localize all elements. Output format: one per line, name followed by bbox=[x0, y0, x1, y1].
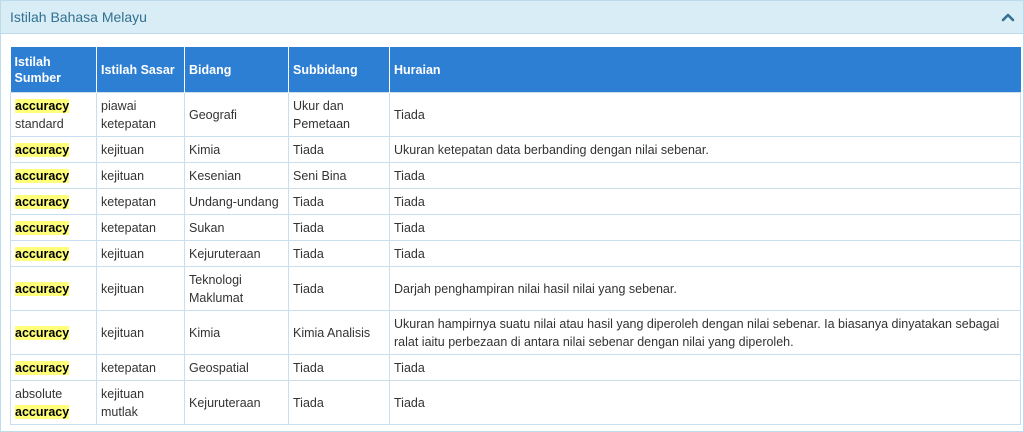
cell-source-term bbox=[11, 189, 97, 215]
table-row bbox=[11, 163, 1021, 189]
terms-table bbox=[10, 47, 1021, 425]
cell-description: Ukuran ketepatan data berbanding dengan nilai sebenar. bbox=[390, 137, 1021, 163]
column-header: Istilah Sasar bbox=[97, 47, 185, 93]
cell-source-term bbox=[11, 215, 97, 241]
cell-description: Ukuran hampirnya suatu nilai atau hasil yang diperoleh dengan nilai sebenar. Ia biasanya dinyatakan sebagai ralat iaitu perbezaan di antara nilai sebenar dengan nilai yang diperoleh. bbox=[390, 311, 1021, 355]
cell-target-term: ketepatan bbox=[97, 355, 185, 381]
cell-description: Tiada bbox=[390, 241, 1021, 267]
cell-subfield: Tiada bbox=[289, 355, 390, 381]
highlighted-term: accuracy bbox=[15, 325, 70, 340]
cell-subfield: Tiada bbox=[289, 381, 390, 425]
cell-source-term bbox=[11, 381, 97, 425]
table-row bbox=[11, 241, 1021, 267]
cell-description: Tiada bbox=[390, 93, 1021, 137]
table-row bbox=[11, 311, 1021, 355]
cell-subfield: Kimia Analisis bbox=[289, 311, 390, 355]
cell-source-term bbox=[11, 355, 97, 381]
column-header: Subbidang bbox=[289, 47, 390, 93]
cell-target-term: kejituan bbox=[97, 163, 185, 189]
cell-subfield: Seni Bina bbox=[289, 163, 390, 189]
chevron-up-icon[interactable] bbox=[1001, 10, 1015, 24]
cell-subfield: Ukur dan Pemetaan bbox=[289, 93, 390, 137]
cell-field: Kimia bbox=[185, 311, 289, 355]
highlighted-term: accuracy bbox=[15, 246, 70, 261]
cell-source-term bbox=[11, 93, 97, 137]
cell-subfield: Tiada bbox=[289, 267, 390, 311]
highlighted-term: accuracy bbox=[15, 98, 70, 113]
cell-target-term: ketepatan bbox=[97, 215, 185, 241]
cell-source-term bbox=[11, 241, 97, 267]
table-row bbox=[11, 137, 1021, 163]
table-row bbox=[11, 215, 1021, 241]
cell-subfield: Tiada bbox=[289, 137, 390, 163]
highlighted-term: accuracy bbox=[15, 404, 70, 419]
cell-subfield: Tiada bbox=[289, 189, 390, 215]
panel-header[interactable] bbox=[1, 1, 1023, 34]
cell-source-term bbox=[11, 163, 97, 189]
cell-field: Kejuruteraan bbox=[185, 381, 289, 425]
cell-description: Tiada bbox=[390, 189, 1021, 215]
cell-subfield: Tiada bbox=[289, 215, 390, 241]
cell-description: Tiada bbox=[390, 215, 1021, 241]
table-header-row bbox=[11, 47, 1021, 93]
cell-field: Geospatial bbox=[185, 355, 289, 381]
cell-target-term: kejituan bbox=[97, 267, 185, 311]
cell-target-term: ketepatan bbox=[97, 189, 185, 215]
table-body bbox=[11, 93, 1021, 425]
cell-field: Kejuruteraan bbox=[185, 241, 289, 267]
highlighted-term: accuracy bbox=[15, 360, 70, 375]
cell-target-term: kejituan mutlak bbox=[97, 381, 185, 425]
cell-target-term: kejituan bbox=[97, 311, 185, 355]
cell-description: Tiada bbox=[390, 381, 1021, 425]
cell-field: Kimia bbox=[185, 137, 289, 163]
cell-description: Tiada bbox=[390, 163, 1021, 189]
cell-target-term: piawai ketepatan bbox=[97, 93, 185, 137]
column-header: Huraian bbox=[390, 47, 1021, 93]
source-term-suffix: standard bbox=[15, 116, 64, 131]
table-row bbox=[11, 381, 1021, 425]
cell-description: Tiada bbox=[390, 355, 1021, 381]
table-row bbox=[11, 267, 1021, 311]
highlighted-term: accuracy bbox=[15, 168, 70, 183]
cell-field: Teknologi Maklumat bbox=[185, 267, 289, 311]
highlighted-term: accuracy bbox=[15, 142, 70, 157]
source-term-prefix: absolute bbox=[15, 386, 63, 401]
panel-title: Istilah Bahasa Melayu bbox=[10, 9, 147, 25]
cell-field: Sukan bbox=[185, 215, 289, 241]
cell-source-term bbox=[11, 311, 97, 355]
cell-description: Darjah penghampiran nilai hasil nilai yang sebenar. bbox=[390, 267, 1021, 311]
highlighted-term: accuracy bbox=[15, 194, 70, 209]
cell-subfield: Tiada bbox=[289, 241, 390, 267]
cell-source-term bbox=[11, 137, 97, 163]
cell-target-term: kejituan bbox=[97, 241, 185, 267]
column-header: Bidang bbox=[185, 47, 289, 93]
column-header: Istilah Sumber bbox=[11, 47, 97, 93]
cell-field: Undang-undang bbox=[185, 189, 289, 215]
cell-field: Kesenian bbox=[185, 163, 289, 189]
highlighted-term: accuracy bbox=[15, 220, 70, 235]
highlighted-term: accuracy bbox=[15, 281, 70, 296]
cell-source-term bbox=[11, 267, 97, 311]
cell-field: Geografi bbox=[185, 93, 289, 137]
table-row bbox=[11, 93, 1021, 137]
cell-target-term: kejituan bbox=[97, 137, 185, 163]
table-row bbox=[11, 355, 1021, 381]
table-row bbox=[11, 189, 1021, 215]
